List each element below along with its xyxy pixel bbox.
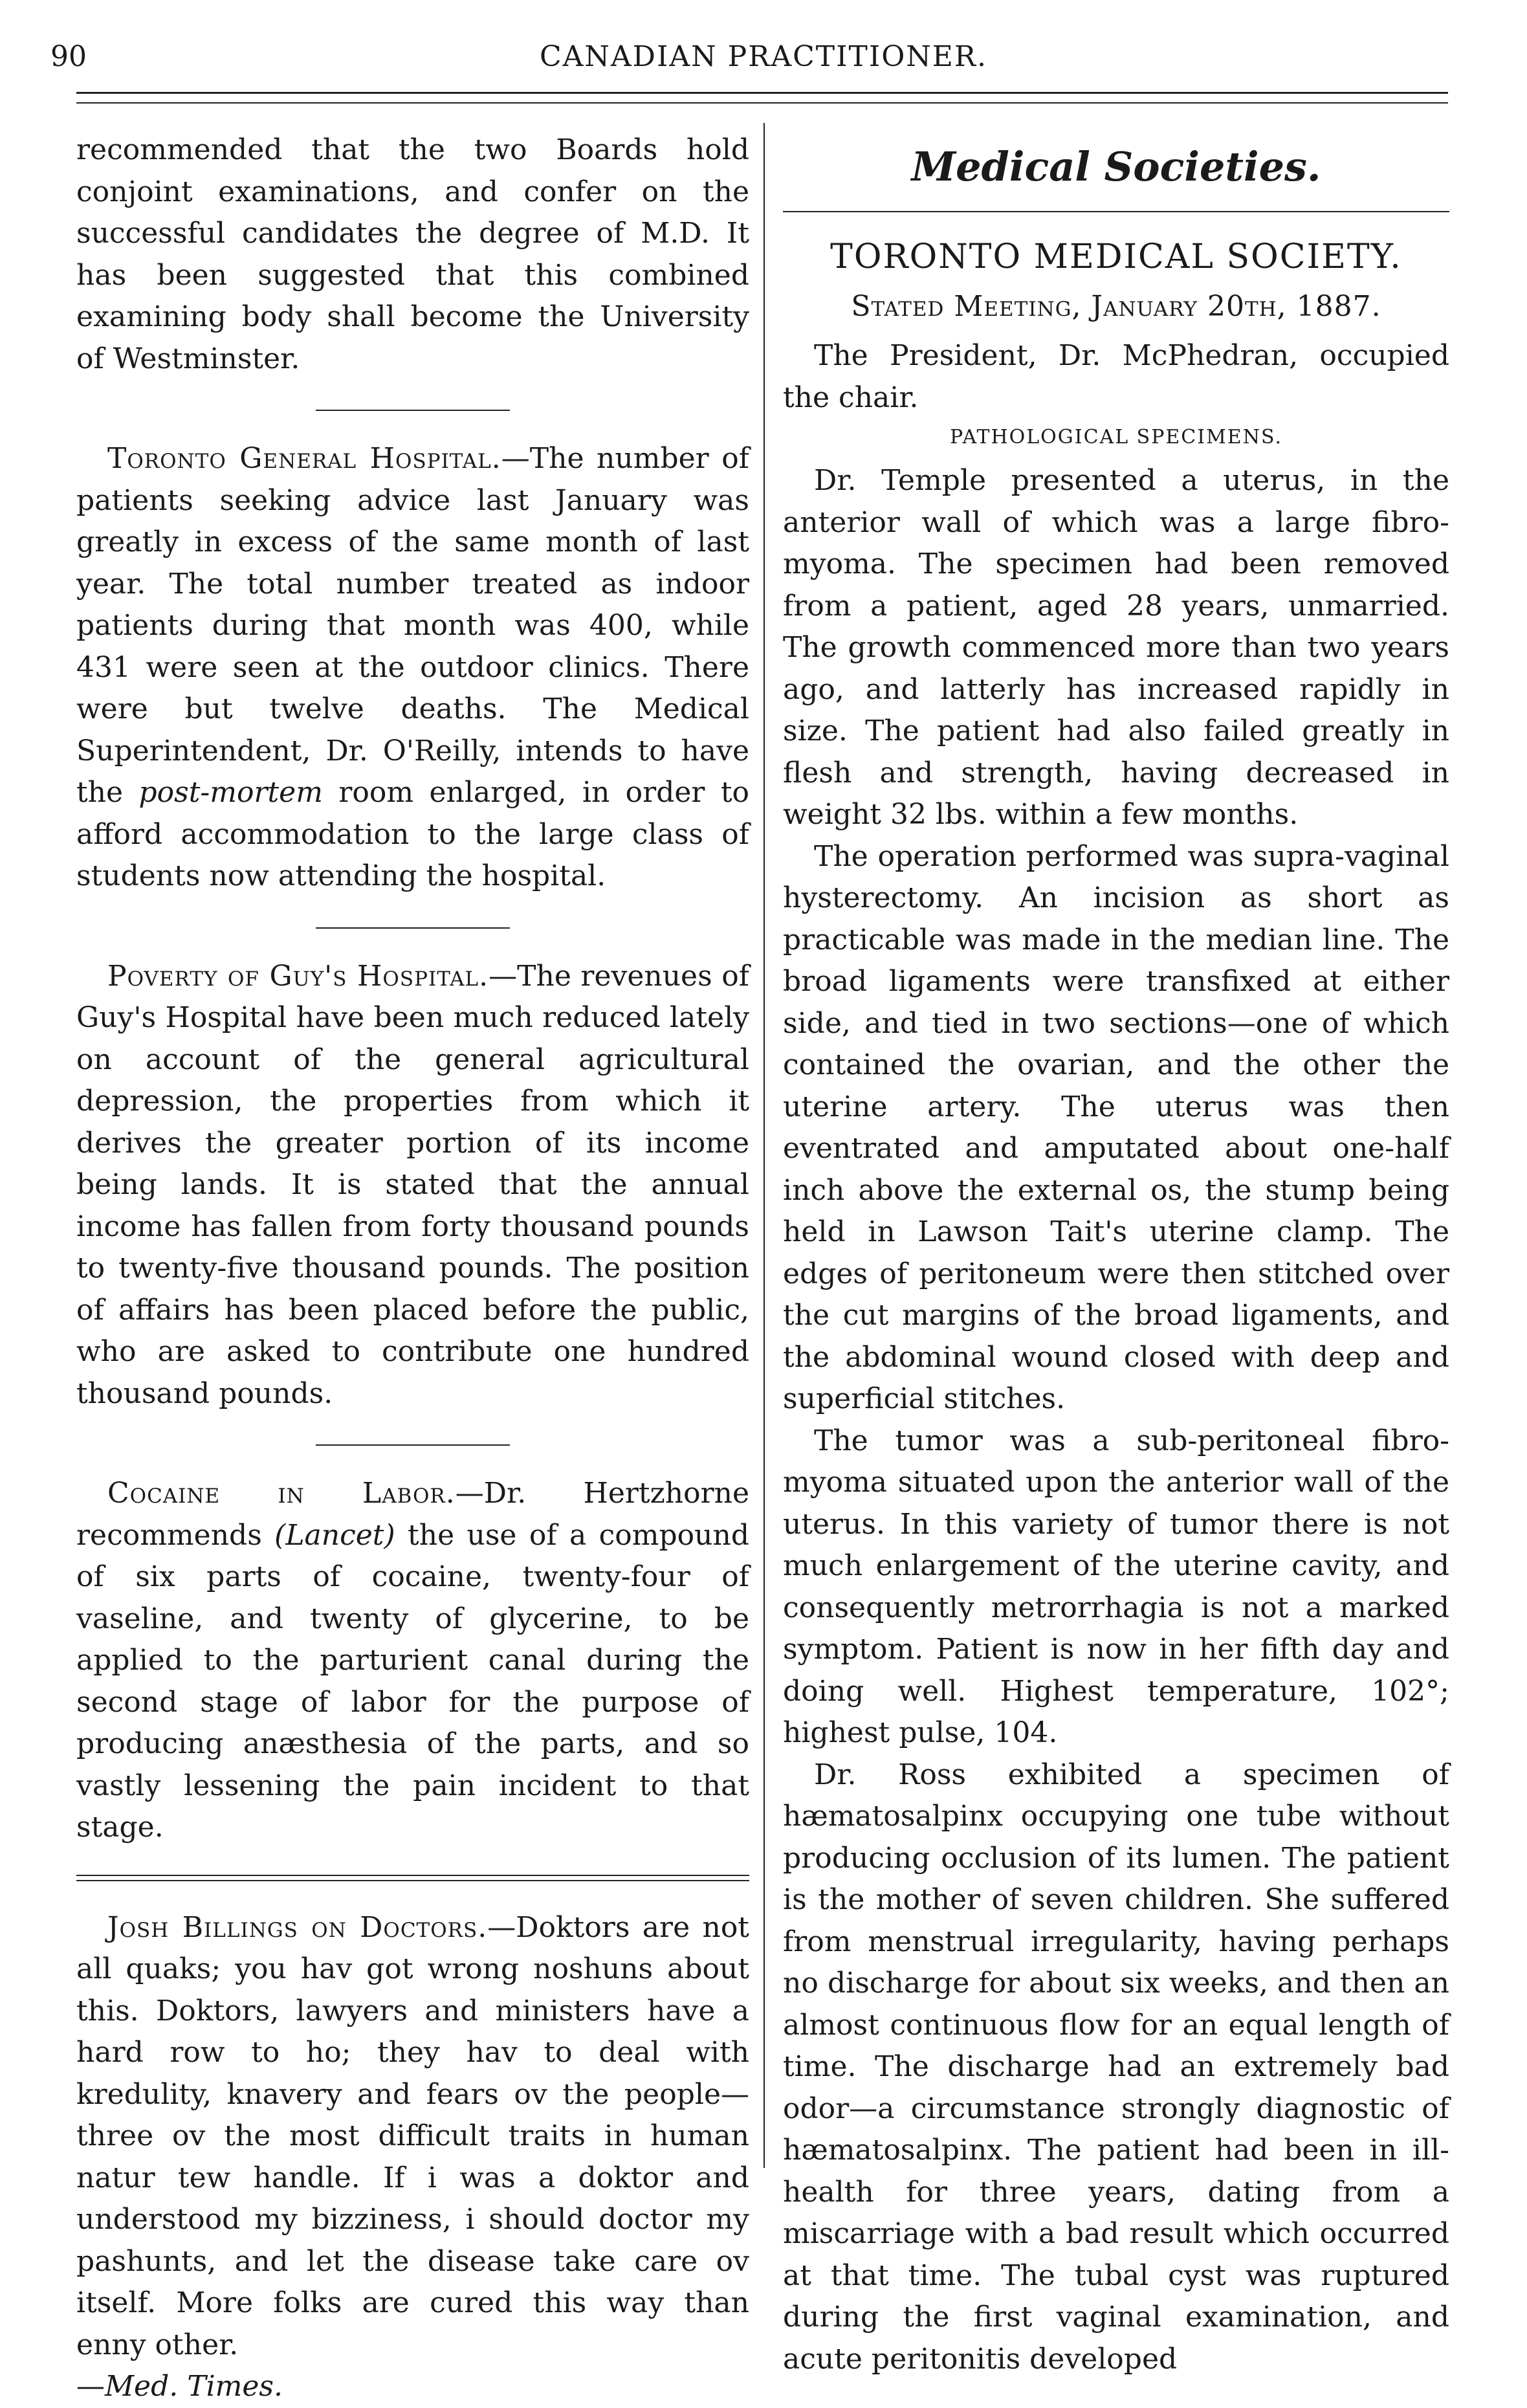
paragraph-body: —Dr. Hertzhorne recommends <box>76 1477 749 1552</box>
double-rule <box>76 1875 749 1881</box>
running-title: CANADIAN PRACTITIONER. <box>539 40 988 73</box>
paragraph-body: —The revenues of Guy's Hospital have been much reduced lately on account of the general agricultural depression, the properties from which it derives the greater portion of its income being lands. It is stated that the annual income has fallen from forty thousand pounds to twenty-five thousand pounds. The position of affairs has been placed before the public, who are asked to contribute one hundred thousand pounds. <box>76 959 749 1410</box>
paragraph-temple: Dr. Temple presented a uterus, in the anterior wall of which was a large fibro-myoma. The specimen had been removed from a patient, aged 28 years, unmarried. The growth commenced more than two years ago, and latterly has increased rapidly in size. The patient had also failed greatly in flesh and strength, having decreased in weight 32 lbs. within a few months. <box>783 464 1449 831</box>
paragraph-ross: Dr. Ross exhibited a specimen of hæmatosalpinx occupying one tube without producing occlusion of its lumen. The patient is the mother of seven children. She suffered from menstrual irregularity, having perhaps no discharge for about six weeks, and then an almost continuous flow for an equal length of time. The discharge had an extremely bad odor—a circumstance strongly diagnostic of hæmatosalpinx. The patient had been in ill-health for three years, dating from a miscarriage with a bad result which occurred at that time. The tubal cyst was ruptured during the first vaginal examination, and acute peritonitis developed <box>783 1758 1449 2376</box>
paragraph-emphasis: post-mortem <box>138 776 323 809</box>
section-title: Medical Societies. <box>911 143 1321 190</box>
section-title-rule <box>783 211 1449 212</box>
section-rule <box>316 1444 510 1446</box>
paragraph-tumor: The tumor was a sub-peritoneal fibro-myoma situated upon the anterior wall of the uterus. In this variety of tumor there is not much enlargement of the uterine cavity, and consequently metrorrhagia is not a marked symptom. Patient is now in her fifth day and doing well. Highest temperature, 102°; highest pulse, 104. <box>783 1424 1449 1749</box>
paragraph-emphasis: (Lancet) <box>274 1518 395 1552</box>
paragraph-westminster: recommended that the two Boards hold conjoint examinations, and confer on the successful candidates the degree of M.D. It has been suggested that this combined examining body shall become the University of Westminster. <box>76 133 749 375</box>
page-number: 90 <box>50 40 87 73</box>
society-name: TORONTO MEDICAL SOCIETY. <box>830 237 1402 276</box>
paragraph-tail: room enlarged, in order to afford accommodation to the large class of students now attending the hospital. <box>76 776 750 892</box>
paragraph-tail: the use of a compound of six parts of cocaine, twenty-four of vaseline, and twenty of glycerine, to be applied to the parturient canal during the second stage of labor for the purpose of producing anæsthesia of the parts, and so vastly lessening the pain incident to that stage. <box>76 1518 749 1844</box>
left-column <box>76 129 749 2408</box>
section-rule <box>316 927 510 929</box>
meeting-line: Stated Meeting, January 20th, 1887. <box>851 290 1381 323</box>
section-rule <box>316 410 510 411</box>
subheading: PATHOLOGICAL SPECIMENS. <box>950 426 1282 448</box>
paragraph-lead: Josh Billings on Doctors. <box>107 1910 488 1944</box>
right-column <box>783 129 1449 2380</box>
source-citation: —Med. Times. <box>76 2370 283 2403</box>
header-rule <box>76 92 1448 94</box>
paragraph-cocaine <box>76 1473 749 1849</box>
paragraph-operation: The operation performed was supra-vaginal hysterectomy. An incision as short as practicable was made in the median line. The broad ligaments were transfixed at either side, and tied in two sections—one of which contained the ovarian, and the other the uterine artery. The uterus was then eventrated and amputated about one-half inch above the external os, the stump being held in Lawson Tait's uterine clamp. The edges of peritoneum were then stitched over the cut margins of the broad ligaments, and the abdominal wound closed with deep and superficial stitches. <box>783 839 1449 1415</box>
paragraph-toronto-hospital <box>76 438 749 898</box>
paragraph-josh-billings <box>76 1907 749 2367</box>
paragraph-president: The President, Dr. McPhedran, occupied the chair. <box>783 339 1449 414</box>
paragraph-body: —Doktors are not all quaks; you hav got wrong noshuns about this. Doktors, lawyers and ministers have a hard row to ho; they hav to deal with kredulity, knavery and fears ov the people—three ov the most difficult traits in human natur tew handle. If i was a doktor and understood my bizziness, i should doctor my pashunts, and let the disease take care ov itself. More folks are cured this way than enny other. <box>76 1910 749 2361</box>
column-divider <box>764 123 765 2168</box>
paragraph-lead: Toronto General Hospital. <box>107 442 501 475</box>
paragraph-guys-hospital <box>76 956 749 1415</box>
header-rule-secondary <box>76 102 1448 104</box>
paragraph-lead: Cocaine in Labor. <box>107 1477 456 1510</box>
paragraph-body: —The number of patients seeking advice last January was greatly in excess of the same month of last year. The total number treated as indoor patients during that month was 400, while 431 were seen at the outdoor clinics. There were but twelve deaths. The Medical Superintendent, Dr. O'Reilly, intends to have the <box>76 442 750 809</box>
paragraph-lead: Poverty of Guy's Hospital. <box>107 959 489 993</box>
